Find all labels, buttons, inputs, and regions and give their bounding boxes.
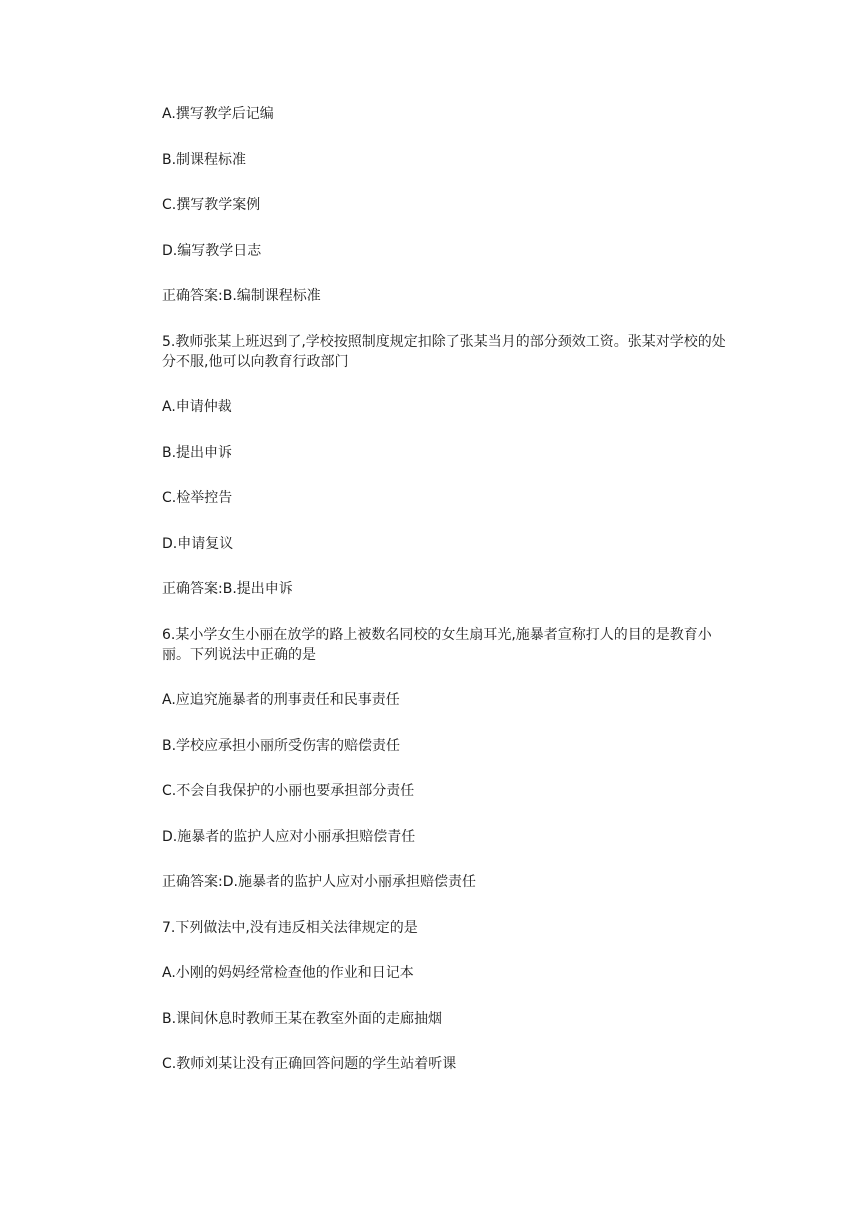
question-6: 6.某小学女生小丽在放学的路上被数名同校的女生扇耳光,施暴者宣称打人的目的是教育小丽。下列说法中正确的是 [162,626,712,663]
option-c-q4: C.撰写教学案例 [162,197,261,213]
option-b-q6: B.学校应承担小丽所受伤害的赔偿责任 [162,737,401,754]
option-a-q7: A.小刚的妈妈经常检查他的作业和日记本 [162,965,414,981]
option-a-q5: A.申请仲裁 [162,399,232,415]
option-b-q5: B.提出申诉 [162,444,233,461]
option-b-q4: B.制课程标准 [162,151,247,168]
question-7: 7.下列做法中,没有违反相关法律规定的是 [162,919,418,936]
document-body [162,104,726,1074]
option-d-q5: D.申请复议 [162,535,234,552]
option-b-q7: B.课间休息时教师王某在教室外面的走廊抽烟 [162,1010,443,1027]
question-5: 5.教师张某上班迟到了,学校按照制度规定扣除了张某当月的部分颈效工资。张某对学校的处分不服,他可以向教育行政部门 [162,333,726,370]
option-d-q4: D.编写教学日志 [162,242,262,259]
option-a-q6: A.应追究施暴者的刑事责任和民事责任 [162,692,400,708]
option-a-q4: A.撰写教学后记编 [162,106,274,122]
option-d-q6: D.施暴者的监护人应对小丽承担赔偿青任 [162,828,416,845]
answer-q5: 正确答案:B.提出申诉 [162,581,293,597]
option-c-q5: C.检举控告 [162,490,233,506]
option-c-q7: C.教师刘某让没有正确回答问题的学生站着听课 [162,1056,457,1072]
answer-q4: 正确答案:B.编制课程标准 [162,288,321,304]
answer-q6: 正确答案:D.施暴者的监护人应对小丽承担赔偿责任 [162,874,476,890]
option-c-q6: C.不会自我保护的小丽也要承担部分责任 [162,783,415,799]
